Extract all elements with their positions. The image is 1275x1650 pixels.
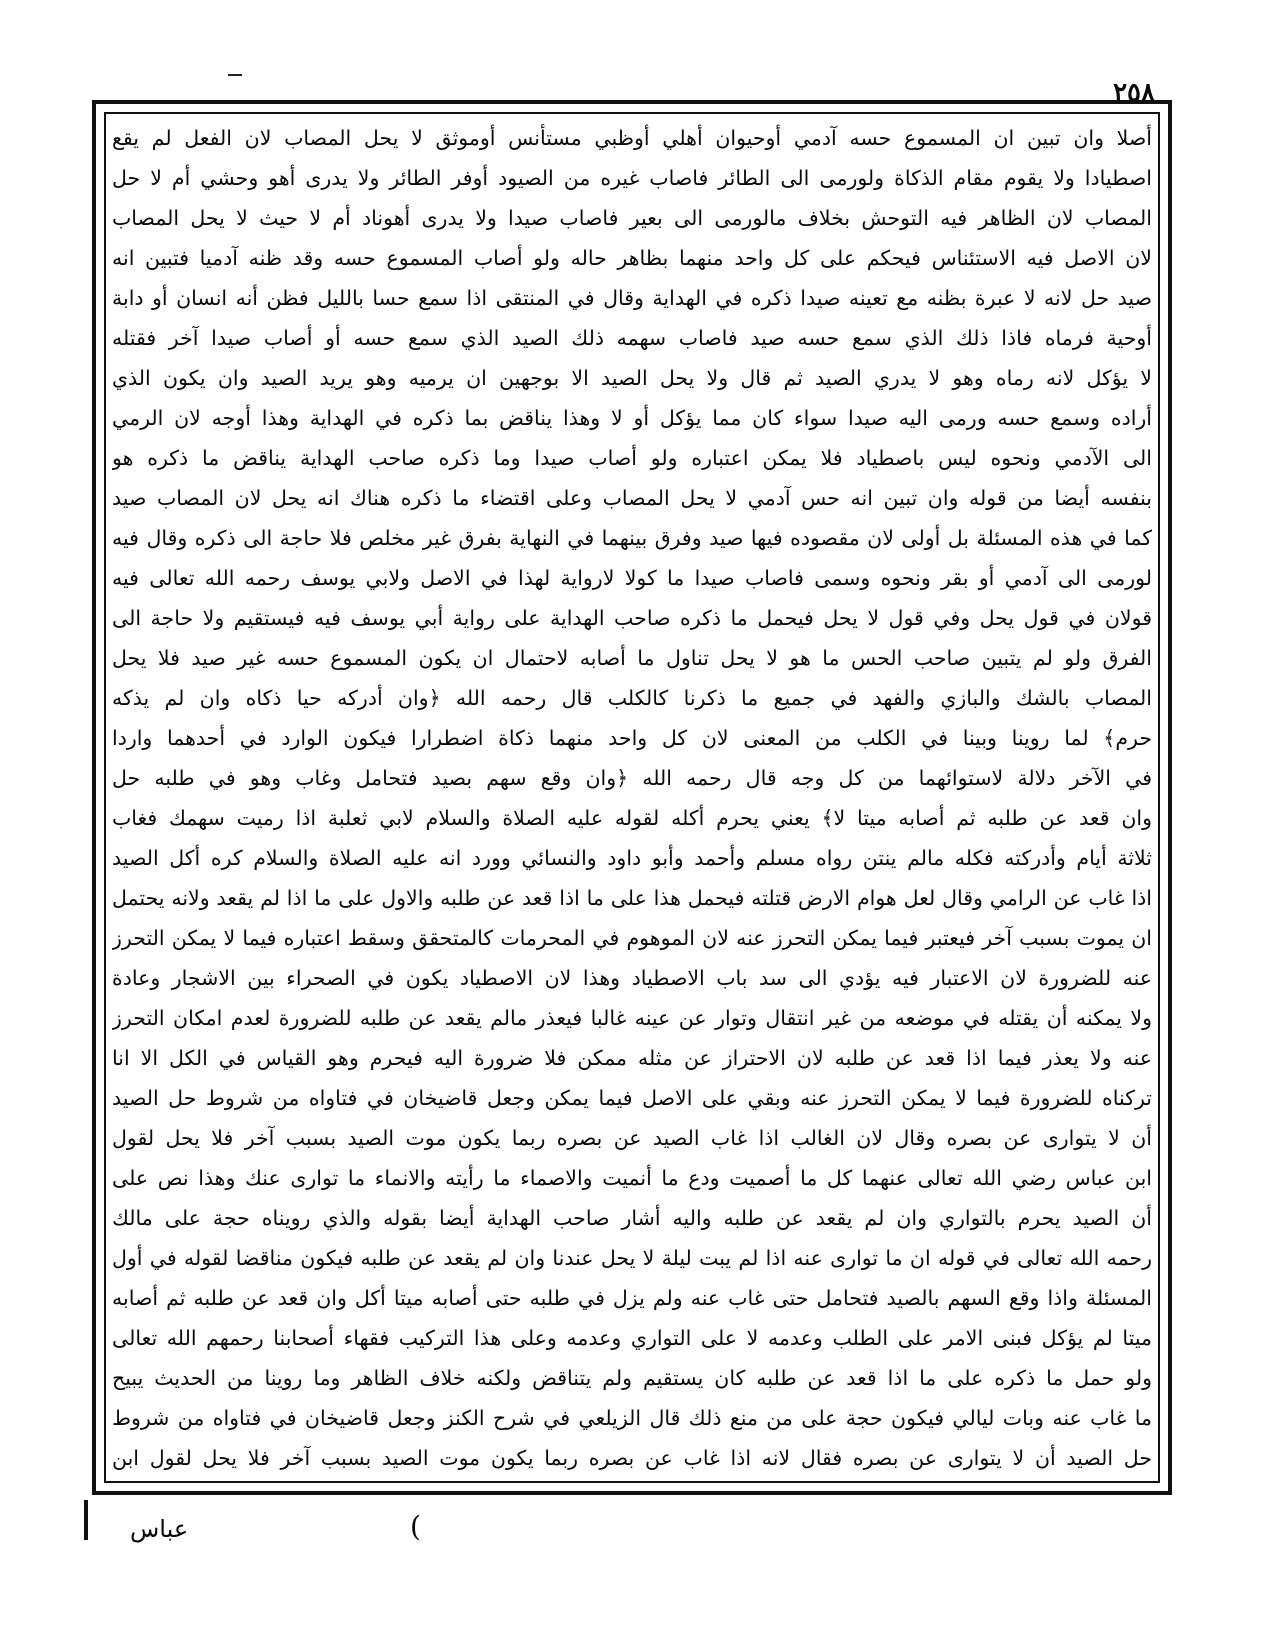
text-line: بنفسه أيضا من قوله وان تبين انه حس آدمي لا يحل المصاب وعلى اقتضاء ما ذكره هناك انه يحل لان المصاب صيد xyxy=(112,486,1152,510)
text-line: أن لا يتوارى عن بصره وقال لان الغالب اذا غاب الصيد عن بصره ربما يكون موت الصيد بسبب آخر فلا يحل لقول xyxy=(112,1126,1152,1150)
text-line: أصلا وان تبين ان المسموع حسه آدمي أوحيوان أهلي أوظبي مستأنس أوموثق لا يحل المصاب لان الفعل لم يقع xyxy=(112,126,1152,150)
text-line: وان قعد عن طلبه ثم أصابه ميتا لا﴾ يعني يحرم أكله لقوله عليه الصلاة والسلام لابي ثعلبة اذا رميت سهمك فغاب xyxy=(112,806,1152,830)
text-line: عنه ولا يعذر فيما اذا قعد عن طلبه لان الاحتراز عن مثله ممكن فلا ضرورة اليه فيحرم وهو القياس في الكل الا انا xyxy=(112,1046,1152,1070)
text-line: ثلاثة أيام وأدركته فكله مالم ينتن رواه مسلم وأحمد وأبو داود والنسائي وورد انه عليه الصلاة والسلام كره أكل الصيد xyxy=(112,846,1152,870)
page-number: ٢٥٨ xyxy=(1113,78,1155,108)
text-line: أن الصيد يحرم بالتواري وان لم يقعد عن طلبه واليه أشار صاحب الهداية أيضا بقوله والذي رويناه حجة على مالك xyxy=(112,1206,1152,1230)
left-edge-mark xyxy=(84,1500,88,1540)
text-line: ما غاب عنه وبات ليالي فيكون حجة على من منع ذلك قال الزيلعي في شرح الكنز وجعل قاضيخان في فتاواه من شروط xyxy=(112,1406,1152,1430)
text-line: أوحية فرماه فاذا ذلك الذي سمع حسه صيد فاصاب سهمه ذلك الصيد الذي سمع حسه أو أصاب صيدا آخر فقتله xyxy=(112,326,1152,350)
text-line: حل الصيد أن لا يتوارى عن بصره فقال لانه اذا غاب عن بصره ربما يكون موت الصيد بسبب آخر فلا يحل لقول ابن xyxy=(112,1446,1152,1470)
text-line: في الآخر دلالة لاستوائهما من كل وجه قال رحمه الله ﴿وان وقع سهم بصيد فتحامل وغاب وهو في طلبه حل xyxy=(112,766,1152,790)
text-line: المصاب بالشك والبازي والفهد في جميع ما ذكرنا كالكلب قال رحمه الله ﴿وان أدركه حيا ذكاه وان لم يذكه xyxy=(112,686,1152,710)
text-line: المصاب لان الظاهر فيه التوحش بخلاف مالورمى الى بعير فاصاب صيدا ولا يدرى أهوناد أم لا حيث لا يحل المصاب xyxy=(112,206,1152,230)
text-line: اذا غاب عن الرامي وقال لعل هوام الارض قتلته فيحمل هذا على ما اذا قعد عن طلبه والاول على ما اذا لم يقعد ولانه يحتمل xyxy=(112,886,1152,910)
text-line: قولان في قول يحل وفي قول لا يحل فيحمل ما ذكره صاحب الهداية على رواية أبي يوسف فيه فيستقيم ولا حاجة الى xyxy=(112,606,1152,630)
text-line: اصطيادا ولا يقوم مقام الذكاة ولورمى الى الطائر فاصاب غيره من الصيود أوفر الطائر ولا يدرى أهو وحشي أم لا حل xyxy=(112,166,1152,190)
text-line: صيد حل لانه لا عبرة بظنه مع تعينه صيدا ذكره في الهداية وقال في المنتقى اذا سمع حسا بالليل فظن أنه انسان أو دابة xyxy=(112,286,1152,310)
main-text-block xyxy=(112,120,1152,1476)
text-line: المسئلة واذا وقع السهم بالصيد فتحامل حتى غاب عنه ولم يزل في طلبه حتى أصابه ميتا أكل وان قعد عن طلبه ثم أصابه xyxy=(112,1286,1152,1310)
text-line: حرم﴾ لما روينا وبينا في الكلب من المعنى لان كل واحد منهما ذكاة اضطرارا فيكون الوارد في أحدهما واردا xyxy=(112,726,1152,750)
text-line: عنه للضرورة لان الاعتبار فيه يؤدي الى سد باب الاصطياد وهذا لان الاصطياد يكون في الصحراء بين الاشجار وعادة xyxy=(112,966,1152,990)
catchword: عباس xyxy=(130,1515,189,1543)
text-line: أراده وسمع حسه ورمى اليه صيدا سواء كان مما يؤكل أو لا وهذا يناقض بما ذكره في الهداية وهذا أوجه لان الرمي xyxy=(112,406,1152,430)
text-line: ابن عباس رضي الله تعالى عنهما كل ما أصميت ودع ما أنميت والاصماء ما رأيته والانماء ما توارى عنك وهذا نص على xyxy=(112,1166,1152,1190)
text-line: لان الاصل فيه الاستئناس فيحكم على كل واحد منهما بظاهر حاله ولو أصاب المسموع حسه وقد ظنه آدميا فتبين انه xyxy=(112,246,1152,270)
text-line: ان يموت بسبب آخر فيعتبر فيما يمكن التحرز عنه لان الموهوم في المحرمات كالمتحقق وسقط اعتباره فيما لا يمكن التحرز xyxy=(112,926,1152,950)
text-line: الى الآدمي ونحوه ليس باصطياد فلا يمكن اعتباره ولو أصاب صيدا وما ذكره صاحب الهداية يناقض ما ذكره هو xyxy=(112,446,1152,470)
text-line: لورمى الى آدمي أو بقر ونحوه وسمى فاصاب صيدا ما كولا لارواية لهذا في الاصل ولابي يوسف رحمه الله تعالى فيه xyxy=(112,566,1152,590)
text-line: رحمه الله تعالى في قوله ان ما توارى عنه اذا لم يبت ليلة لا يحل عندنا وان لم يقعد عن طلبه فيكون مناقضا لقوله في أول xyxy=(112,1246,1152,1270)
text-line: ولو حمل ما ذكره على ما اذا قعد عن طلبه كان يستقيم ولم يتناقض ولكنه خلاف الظاهر وما روينا من الحديث يبيح xyxy=(112,1366,1152,1390)
text-line: لا يؤكل لانه رماه وهو لا يدري الصيد ثم قال ولا يحل الصيد الا بوجهين ان يرميه وهو يريد الصيد وان يكون الذي xyxy=(112,366,1152,390)
text-line: تركناه للضرورة فيما لا يمكن التحرز عنه وبقي على الاصل فيما يمكن وجعل قاضيخان في فتاواه من شروط حل الصيد xyxy=(112,1086,1152,1110)
bottom-symbol: ( xyxy=(410,1510,421,1543)
top-mark xyxy=(228,74,242,76)
text-line: كما في هذه المسئلة بل أولى لان مقصوده فيها صيد وفرق بينهما في النهاية بفرق غير مخلص فلا حاجة الى ذكره وقال فيه xyxy=(112,526,1152,550)
text-line: الفرق ولو لم يتبين صاحب الحس ما هو لا يحل تناول ما أصابه لاحتمال ان يكون المسموع حسه غير صيد فلا يحل xyxy=(112,646,1152,670)
text-line: ولا يمكنه أن يقتله في موضعه من غير انتقال وتوار عن عينه غالبا فيعذر مالم يقعد عن طلبه للضرورة لعدم امكان التحرز xyxy=(112,1006,1152,1030)
text-line: ميتا لم يؤكل فبنى الامر على الطلب وعدمه لا على التواري وعدمه وعلى هذا التركيب فقهاء أصحابنا رحمهم الله تعالى xyxy=(112,1326,1152,1350)
